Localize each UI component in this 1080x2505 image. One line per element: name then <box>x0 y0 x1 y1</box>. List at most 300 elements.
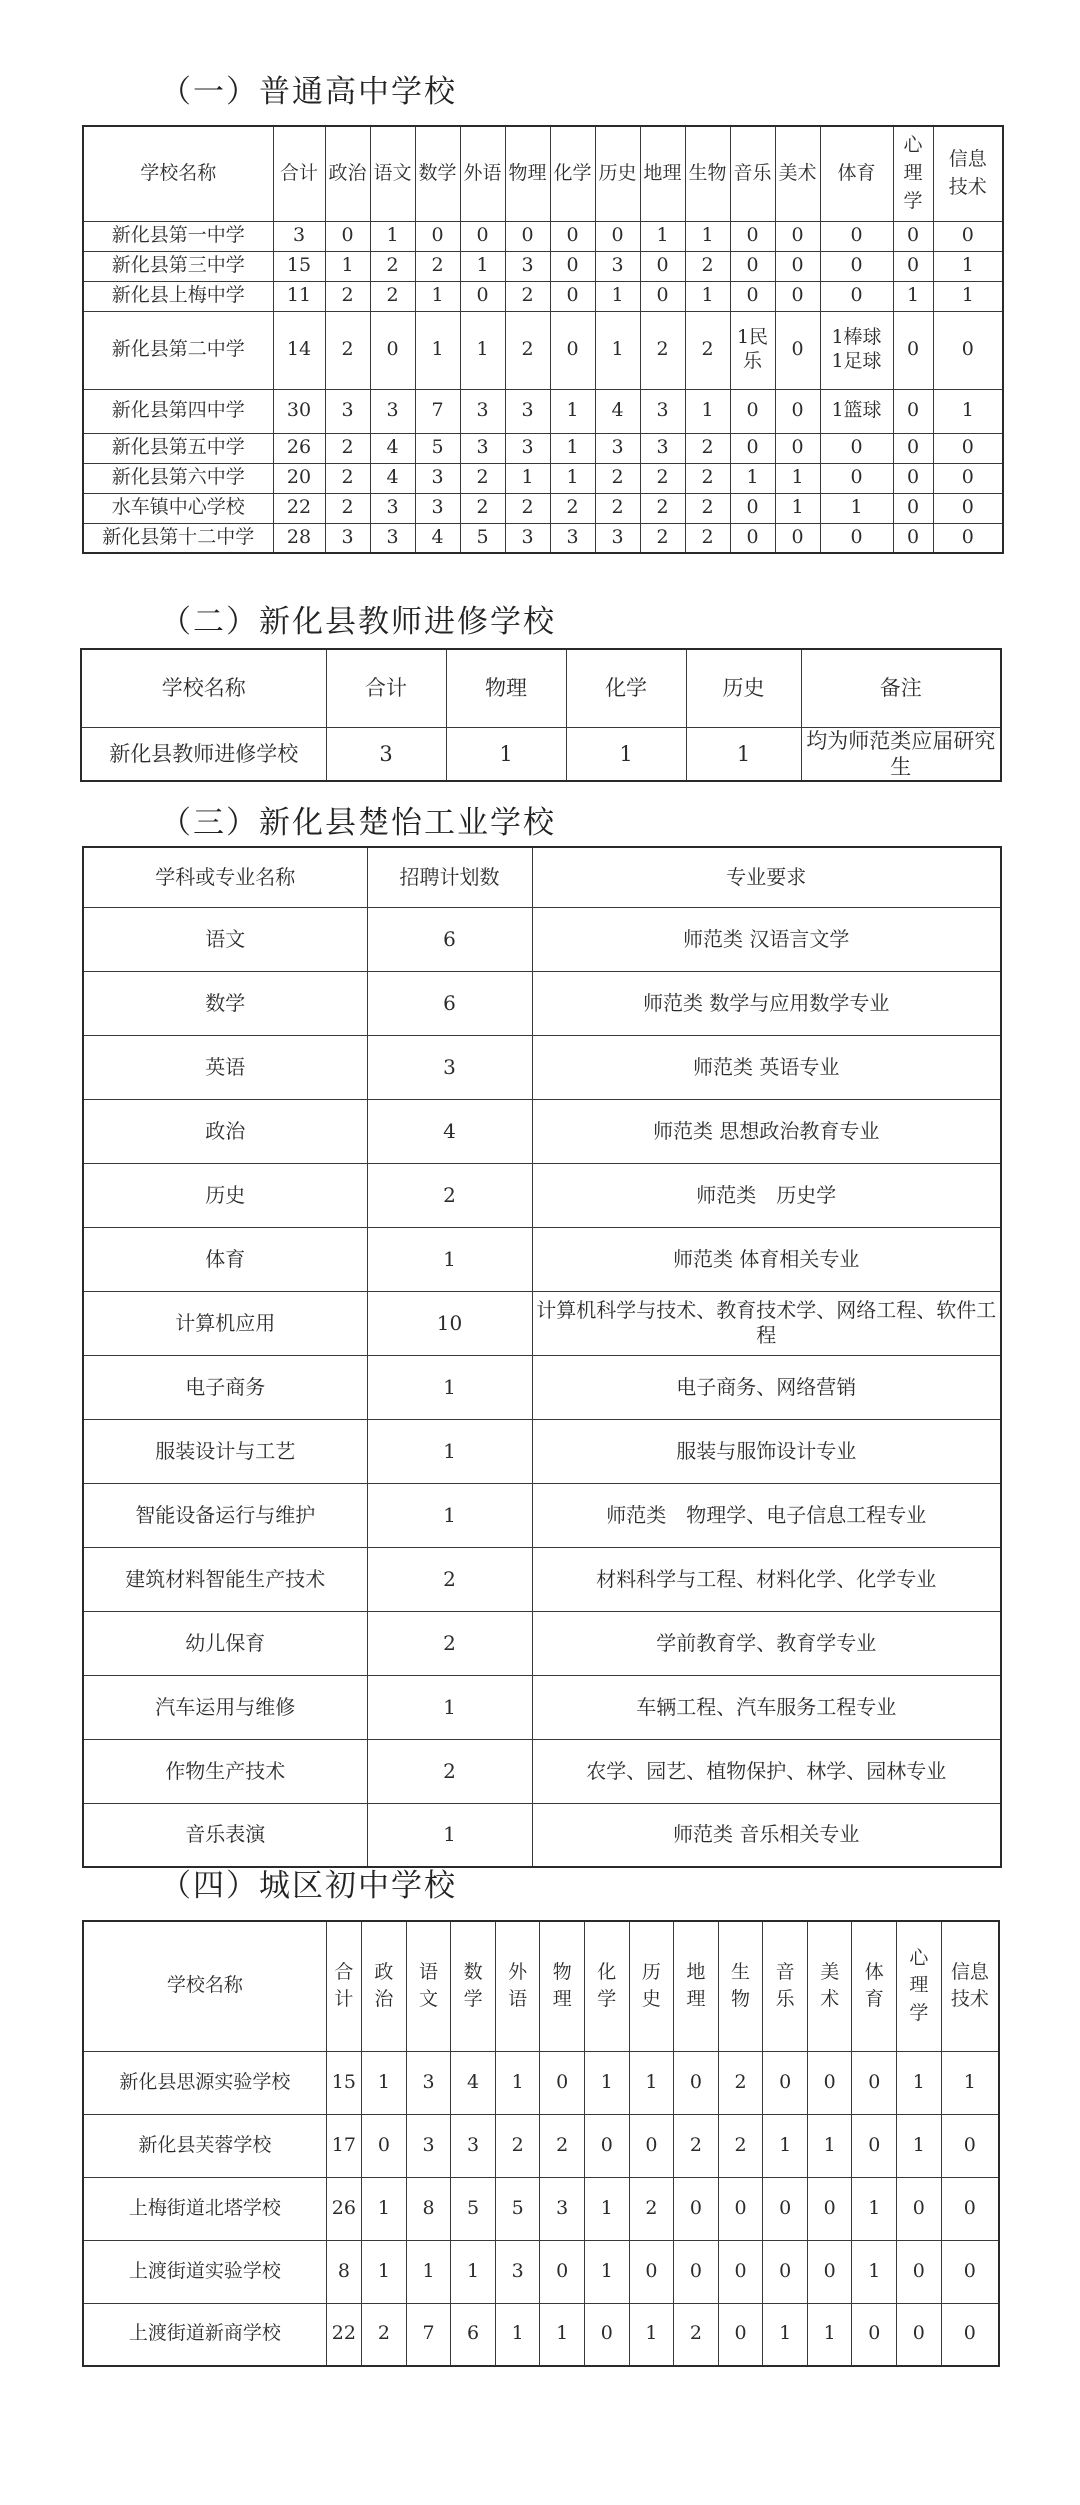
table-cell: 0 <box>933 493 1003 523</box>
table-cell: 2 <box>550 493 595 523</box>
column-header <box>674 1921 719 2051</box>
column-header: 历史 <box>595 126 640 221</box>
table-cell: 26 <box>273 433 325 463</box>
section-title-teacher-school: （二）新化县教师进修学校 <box>160 604 556 640</box>
table-cell: 1 <box>446 727 566 781</box>
table-cell: 0 <box>460 221 505 251</box>
table-cell: 电子商务、网络营销 <box>532 1355 1001 1419</box>
table-cell: 师范类 数学与应用数学专业 <box>532 971 1001 1035</box>
table-cell: 3 <box>505 389 550 433</box>
table-cell: 3 <box>325 523 370 553</box>
table-cell: 1 <box>325 251 370 281</box>
table-cell: 1篮球 <box>820 389 893 433</box>
table-cell: 1 <box>629 2051 674 2114</box>
table-cell: 均为师范类应届研究生 <box>801 727 1001 781</box>
table-row <box>83 2114 999 2177</box>
table-row <box>83 1163 1001 1227</box>
table-cell: 0 <box>820 221 893 251</box>
column-header-label: 地 理 <box>686 1960 706 2011</box>
table-cell: 2 <box>370 251 415 281</box>
table-cell: 1 <box>362 2240 407 2303</box>
table-cell: 2 <box>495 2114 540 2177</box>
table-cell: 0 <box>540 2240 585 2303</box>
table-row <box>83 1099 1001 1163</box>
table-cell: 6 <box>367 971 532 1035</box>
column-header: 学科或专业名称 <box>83 847 367 907</box>
table-cell: 8 <box>326 2240 361 2303</box>
column-header <box>585 1921 630 2051</box>
table-cell: 7 <box>415 389 460 433</box>
table-row <box>83 1355 1001 1419</box>
table-header-row <box>81 649 1001 727</box>
column-header: 美术 <box>775 126 820 221</box>
table-row <box>83 971 1001 1035</box>
table-cell: 1 <box>807 2303 852 2366</box>
column-header: 语文 <box>370 126 415 221</box>
table-cell: 11 <box>273 281 325 311</box>
table-cell: 0 <box>763 2177 808 2240</box>
table-cell: 0 <box>941 2177 999 2240</box>
table-cell: 1 <box>730 463 775 493</box>
table-cell: 1 <box>550 433 595 463</box>
column-header: 学校名称 <box>83 1921 326 2051</box>
column-header <box>540 1921 585 2051</box>
table-cell: 22 <box>326 2303 361 2366</box>
row-label-cell: 新化县第一中学 <box>83 221 273 251</box>
column-header <box>629 1921 674 2051</box>
section-title-vocational-school: （三）新化县楚怡工业学校 <box>160 805 556 841</box>
column-header-label: 数 学 <box>463 1960 483 2011</box>
table-cell: 15 <box>326 2051 361 2114</box>
table-cell: 师范类 思想政治教育专业 <box>532 1099 1001 1163</box>
column-header <box>451 1921 496 2051</box>
table-cell: 1 <box>451 2240 496 2303</box>
table-cell: 0 <box>585 2114 630 2177</box>
table-cell: 1 <box>415 281 460 311</box>
table-cell: 0 <box>820 463 893 493</box>
table-cell: 26 <box>326 2177 361 2240</box>
table-cell: 5 <box>460 523 505 553</box>
table-cell: 3 <box>460 389 505 433</box>
table-cell: 0 <box>640 281 685 311</box>
row-label-cell: 上渡街道实验学校 <box>83 2240 326 2303</box>
table-cell: 0 <box>640 251 685 281</box>
table-cell: 1 <box>460 311 505 389</box>
table-cell: 0 <box>730 389 775 433</box>
row-label-cell: 新化县第五中学 <box>83 433 273 463</box>
table-cell: 0 <box>820 433 893 463</box>
table-cell: 1 <box>566 727 686 781</box>
row-label-cell: 新化县上梅中学 <box>83 281 273 311</box>
table-cell: 2 <box>325 433 370 463</box>
table-cell: 1 <box>415 311 460 389</box>
table-cell: 1 <box>550 463 595 493</box>
table-cell: 0 <box>775 311 820 389</box>
table-cell: 材料科学与工程、材料化学、化学专业 <box>532 1547 1001 1611</box>
table-cell: 0 <box>897 2303 942 2366</box>
table-cell: 0 <box>585 2303 630 2366</box>
table-cell: 2 <box>325 463 370 493</box>
table-cell: 1 <box>367 1227 532 1291</box>
table-cell: 1 <box>367 1803 532 1867</box>
table-cell: 0 <box>550 251 595 281</box>
teacher-school-table <box>80 648 1002 782</box>
table-cell: 0 <box>893 463 933 493</box>
table-cell: 0 <box>775 389 820 433</box>
table-cell: 3 <box>370 389 415 433</box>
table-row <box>83 281 1003 311</box>
table-cell: 2 <box>640 463 685 493</box>
table-cell: 2 <box>325 281 370 311</box>
table-cell: 2 <box>367 1547 532 1611</box>
table-cell: 3 <box>370 523 415 553</box>
table-cell: 0 <box>807 2240 852 2303</box>
row-label-cell: 新化县第四中学 <box>83 389 273 433</box>
table-row <box>83 1675 1001 1739</box>
table-cell: 3 <box>370 493 415 523</box>
table-cell: 2 <box>367 1739 532 1803</box>
table-cell: 3 <box>451 2114 496 2177</box>
table-cell: 0 <box>718 2240 763 2303</box>
table-cell: 6 <box>451 2303 496 2366</box>
column-header: 化学 <box>566 649 686 727</box>
table-cell: 15 <box>273 251 325 281</box>
table-cell: 0 <box>629 2114 674 2177</box>
table-cell: 0 <box>893 389 933 433</box>
column-header: 合计 <box>273 126 325 221</box>
table-cell: 0 <box>933 221 1003 251</box>
table-cell: 1民乐 <box>730 311 775 389</box>
table-cell: 3 <box>505 433 550 463</box>
table-cell: 1棒球 1足球 <box>820 311 893 389</box>
table-cell: 3 <box>367 1035 532 1099</box>
table-cell: 1 <box>367 1675 532 1739</box>
section-title-high-schools: （一）普通高中学校 <box>160 74 457 110</box>
table-cell: 1 <box>852 2177 897 2240</box>
table-row <box>83 463 1003 493</box>
table-cell: 2 <box>370 281 415 311</box>
table-cell: 0 <box>674 2240 719 2303</box>
table-cell: 0 <box>897 2177 942 2240</box>
table-cell: 0 <box>718 2177 763 2240</box>
column-header-label: 信息 技术 <box>950 1960 989 2011</box>
table-cell: 0 <box>893 433 933 463</box>
table-cell: 3 <box>273 221 325 251</box>
table-cell: 0 <box>362 2114 407 2177</box>
column-header: 招聘计划数 <box>367 847 532 907</box>
table-cell: 14 <box>273 311 325 389</box>
table-cell: 2 <box>540 2114 585 2177</box>
column-header: 历史 <box>686 649 801 727</box>
table-cell: 1 <box>897 2051 942 2114</box>
table-cell: 3 <box>505 523 550 553</box>
table-cell: 0 <box>933 523 1003 553</box>
table-cell: 0 <box>595 221 640 251</box>
column-header <box>495 1921 540 2051</box>
table-cell: 1 <box>367 1419 532 1483</box>
table-cell: 1 <box>763 2114 808 2177</box>
table-row <box>83 311 1003 389</box>
table-cell: 1 <box>852 2240 897 2303</box>
table-cell: 0 <box>852 2051 897 2114</box>
row-label-cell: 电子商务 <box>83 1355 367 1419</box>
table-cell: 1 <box>370 221 415 251</box>
table-cell: 1 <box>460 251 505 281</box>
table-cell: 1 <box>585 2177 630 2240</box>
row-label-cell: 建筑材料智能生产技术 <box>83 1547 367 1611</box>
table-cell: 2 <box>595 493 640 523</box>
table-cell: 0 <box>893 251 933 281</box>
column-header: 学校名称 <box>81 649 326 727</box>
table-cell: 1 <box>807 2114 852 2177</box>
table-row <box>83 1035 1001 1099</box>
table-cell: 2 <box>640 493 685 523</box>
table-header-row <box>83 126 1003 221</box>
column-header <box>852 1921 897 2051</box>
row-label-cell: 数学 <box>83 971 367 1035</box>
table-cell: 1 <box>540 2303 585 2366</box>
table-cell: 师范类 音乐相关专业 <box>532 1803 1001 1867</box>
column-header-label: 合 计 <box>334 1960 354 2011</box>
table-cell: 1 <box>367 1483 532 1547</box>
column-header: 音乐 <box>730 126 775 221</box>
table-cell: 0 <box>730 433 775 463</box>
table-cell: 1 <box>685 389 730 433</box>
table-row <box>83 433 1003 463</box>
column-header: 专业要求 <box>532 847 1001 907</box>
column-header-label: 语 文 <box>418 1960 438 2011</box>
table-cell: 0 <box>674 2051 719 2114</box>
table-cell: 0 <box>820 281 893 311</box>
table-cell: 1 <box>495 2303 540 2366</box>
table-cell: 0 <box>730 523 775 553</box>
table-cell: 0 <box>941 2240 999 2303</box>
row-label-cell: 新化县第十二中学 <box>83 523 273 553</box>
row-label-cell: 智能设备运行与维护 <box>83 1483 367 1547</box>
table-cell: 2 <box>718 2051 763 2114</box>
column-header <box>933 126 1003 221</box>
vocational-school-table <box>82 846 1002 1868</box>
table-cell: 5 <box>451 2177 496 2240</box>
table-cell: 0 <box>775 523 820 553</box>
column-header: 外语 <box>460 126 505 221</box>
table-cell: 2 <box>629 2177 674 2240</box>
column-header <box>897 1921 942 2051</box>
table-cell: 1 <box>763 2303 808 2366</box>
row-label-cell: 汽车运用与维修 <box>83 1675 367 1739</box>
row-label-cell: 水车镇中心学校 <box>83 493 273 523</box>
table-cell: 0 <box>807 2051 852 2114</box>
table-row <box>83 523 1003 553</box>
column-header <box>941 1921 999 2051</box>
row-label-cell: 体育 <box>83 1227 367 1291</box>
column-header: 化学 <box>550 126 595 221</box>
table-cell: 3 <box>406 2114 451 2177</box>
table-row <box>83 1483 1001 1547</box>
table-cell: 0 <box>730 281 775 311</box>
row-label-cell: 新化县第二中学 <box>83 311 273 389</box>
row-label-cell: 计算机应用 <box>83 1291 367 1355</box>
table-cell: 0 <box>629 2240 674 2303</box>
table-cell: 0 <box>893 311 933 389</box>
table-cell: 2 <box>415 251 460 281</box>
table-header-row <box>83 847 1001 907</box>
column-header: 备注 <box>801 649 1001 727</box>
table-cell: 0 <box>718 2303 763 2366</box>
table-row <box>83 1803 1001 1867</box>
table-cell: 3 <box>495 2240 540 2303</box>
column-header: 生物 <box>685 126 730 221</box>
table-cell: 2 <box>325 493 370 523</box>
table-row <box>83 1547 1001 1611</box>
table-cell: 0 <box>730 493 775 523</box>
table-cell: 0 <box>941 2303 999 2366</box>
table-cell: 0 <box>893 493 933 523</box>
section-title-middle-schools: （四）城区初中学校 <box>160 1868 457 1904</box>
table-cell: 0 <box>820 523 893 553</box>
table-cell: 3 <box>325 389 370 433</box>
table-cell: 4 <box>370 433 415 463</box>
table-cell: 0 <box>415 221 460 251</box>
column-header <box>406 1921 451 2051</box>
table-row <box>83 1419 1001 1483</box>
table-row <box>83 2303 999 2366</box>
table-cell: 1 <box>933 281 1003 311</box>
table-cell: 3 <box>415 493 460 523</box>
row-label-cell: 历史 <box>83 1163 367 1227</box>
table-cell: 0 <box>775 433 820 463</box>
table-cell: 0 <box>540 2051 585 2114</box>
table-cell: 3 <box>595 523 640 553</box>
column-header-label: 心 理 学 <box>903 134 923 212</box>
table-cell: 1 <box>775 493 820 523</box>
table-cell: 计算机科学与技术、教育技术学、网络工程、软件工程 <box>532 1291 1001 1355</box>
table-cell: 0 <box>763 2051 808 2114</box>
table-cell: 0 <box>674 2177 719 2240</box>
table-row <box>83 389 1003 433</box>
table-cell: 1 <box>686 727 801 781</box>
table-cell: 0 <box>370 311 415 389</box>
column-header <box>362 1921 407 2051</box>
table-row <box>83 221 1003 251</box>
table-cell: 师范类 物理学、电子信息工程专业 <box>532 1483 1001 1547</box>
column-header-label: 历 史 <box>641 1960 661 2011</box>
table-cell: 2 <box>718 2114 763 2177</box>
table-cell: 4 <box>595 389 640 433</box>
table-cell: 0 <box>852 2114 897 2177</box>
row-label-cell: 新化县教师进修学校 <box>81 727 326 781</box>
table-cell: 师范类 体育相关专业 <box>532 1227 1001 1291</box>
column-header: 数学 <box>415 126 460 221</box>
table-cell: 0 <box>852 2303 897 2366</box>
table-row <box>83 1227 1001 1291</box>
table-cell: 2 <box>685 523 730 553</box>
column-header <box>326 1921 361 2051</box>
table-cell: 20 <box>273 463 325 493</box>
table-cell: 1 <box>897 2114 942 2177</box>
table-cell: 2 <box>674 2114 719 2177</box>
table-cell: 0 <box>807 2177 852 2240</box>
table-cell: 1 <box>640 221 685 251</box>
table-cell: 2 <box>674 2303 719 2366</box>
row-label-cell: 作物生产技术 <box>83 1739 367 1803</box>
table-cell: 1 <box>685 281 730 311</box>
table-cell: 0 <box>775 251 820 281</box>
table-cell: 8 <box>406 2177 451 2240</box>
row-label-cell: 新化县芙蓉学校 <box>83 2114 326 2177</box>
table-cell: 2 <box>362 2303 407 2366</box>
table-cell: 2 <box>685 251 730 281</box>
column-header-label: 体 育 <box>864 1960 884 2011</box>
table-cell: 0 <box>550 221 595 251</box>
column-header-label: 美 术 <box>820 1960 840 2011</box>
table-cell: 4 <box>370 463 415 493</box>
row-label-cell: 上渡街道新商学校 <box>83 2303 326 2366</box>
table-cell: 0 <box>933 311 1003 389</box>
table-cell: 师范类 英语专业 <box>532 1035 1001 1099</box>
column-header: 物理 <box>505 126 550 221</box>
table-cell: 2 <box>367 1611 532 1675</box>
table-cell: 1 <box>595 311 640 389</box>
table-cell: 4 <box>451 2051 496 2114</box>
table-cell: 1 <box>893 281 933 311</box>
table-cell: 0 <box>550 311 595 389</box>
table-cell: 0 <box>460 281 505 311</box>
table-cell: 1 <box>362 2177 407 2240</box>
table-cell: 学前教育学、教育学专业 <box>532 1611 1001 1675</box>
table-cell: 0 <box>730 251 775 281</box>
table-cell: 2 <box>460 463 505 493</box>
table-header-row <box>83 1921 999 2051</box>
table-cell: 服装与服饰设计专业 <box>532 1419 1001 1483</box>
column-header-label: 信息 技术 <box>948 148 987 198</box>
table-cell: 5 <box>495 2177 540 2240</box>
table-cell: 3 <box>540 2177 585 2240</box>
table-cell: 6 <box>367 907 532 971</box>
table-cell: 4 <box>415 523 460 553</box>
table-cell: 0 <box>820 251 893 281</box>
table-row <box>83 1611 1001 1675</box>
table-cell: 0 <box>893 221 933 251</box>
column-header-label: 音 乐 <box>775 1960 795 2011</box>
table-cell: 1 <box>941 2051 999 2114</box>
table-cell: 5 <box>415 433 460 463</box>
row-label-cell: 新化县第三中学 <box>83 251 273 281</box>
column-header: 学校名称 <box>83 126 273 221</box>
table-cell: 3 <box>550 523 595 553</box>
table-cell: 1 <box>495 2051 540 2114</box>
table-cell: 师范类 历史学 <box>532 1163 1001 1227</box>
table-cell: 2 <box>505 281 550 311</box>
table-row <box>83 2051 999 2114</box>
row-label-cell: 幼儿保育 <box>83 1611 367 1675</box>
table-cell: 2 <box>685 433 730 463</box>
table-row <box>83 907 1001 971</box>
high-school-table <box>82 125 1004 554</box>
table-cell: 3 <box>595 251 640 281</box>
table-cell: 2 <box>505 493 550 523</box>
row-label-cell: 上梅街道北塔学校 <box>83 2177 326 2240</box>
table-row <box>83 1291 1001 1355</box>
table-cell: 3 <box>415 463 460 493</box>
table-row <box>83 2177 999 2240</box>
column-header: 体育 <box>820 126 893 221</box>
table-cell: 1 <box>585 2240 630 2303</box>
table-cell: 0 <box>550 281 595 311</box>
table-cell: 2 <box>685 493 730 523</box>
table-cell: 2 <box>505 311 550 389</box>
table-row <box>83 2240 999 2303</box>
